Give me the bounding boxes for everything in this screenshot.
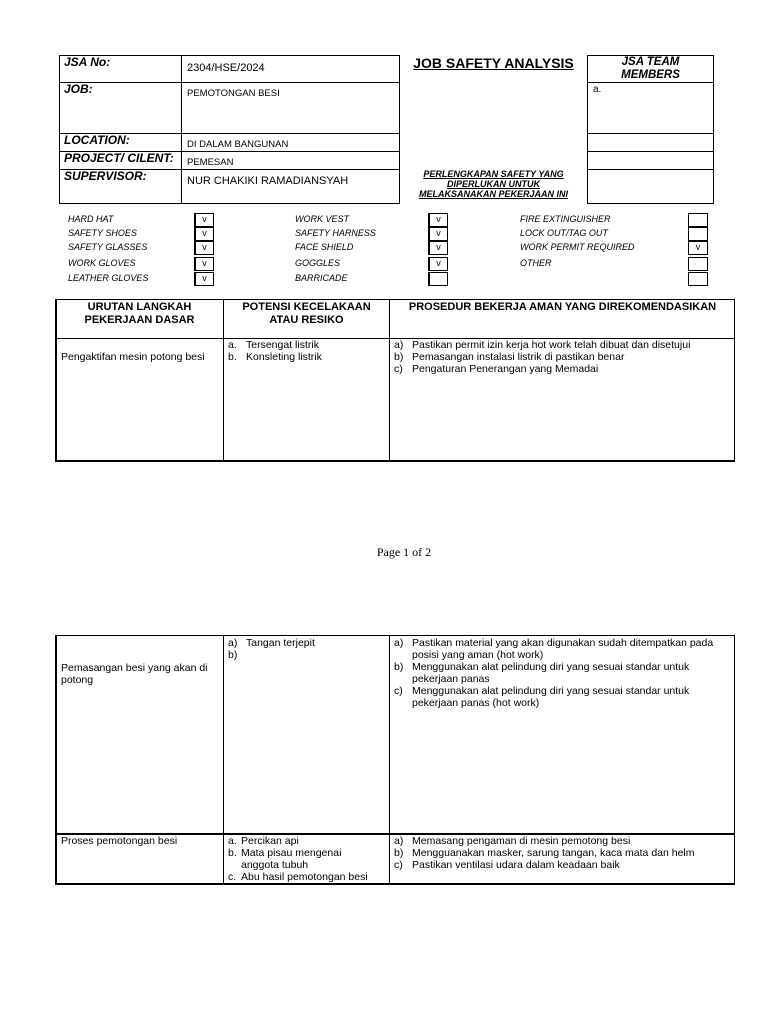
list-item: b) Menggunakan alat pelindung diri yang sesuai standar untuk pekerjaan panas: [394, 661, 690, 685]
list-item: b. Mata pisau mengenai anggota tubuh: [228, 847, 342, 871]
column-header-steps: URUTAN LANGKAH PEKERJAAN DASAR: [84, 301, 195, 326]
ppe-checkbox[interactable]: v: [194, 272, 214, 286]
team-divider: [587, 169, 714, 170]
ppe-checkbox[interactable]: v: [428, 213, 448, 227]
ppe-label: LOCK OUT/TAG OUT: [520, 228, 608, 238]
header-divider: [59, 82, 400, 83]
list-item: a. Percikan api: [228, 835, 299, 847]
team-member-1: a.: [593, 84, 602, 95]
ppe-checkbox[interactable]: v: [688, 241, 708, 255]
ppe-label: OTHER: [520, 258, 552, 268]
table-column-divider: [223, 635, 224, 885]
job-value: PEMOTONGAN BESI: [187, 88, 280, 99]
page-number: Page 1 of 2: [376, 545, 432, 559]
list-item: b. Konsleting listrik: [228, 351, 322, 363]
list-item: a) Memasang pengaman di mesin pemotong besi: [394, 835, 631, 847]
jsa-no-value: 2304/HSE/2024: [187, 62, 265, 74]
supervisor-label: SUPERVISOR:: [64, 169, 147, 183]
header-divider: [181, 55, 182, 204]
ppe-checkbox[interactable]: v: [428, 257, 448, 271]
table-column-divider: [389, 299, 390, 462]
project-label: PROJECT/ CILENT:: [64, 151, 174, 165]
ppe-label: SAFETY GLASSES: [68, 242, 148, 252]
ppe-checkbox[interactable]: [688, 213, 708, 227]
list-item: c) Pengaturan Penerangan yang Memadai: [394, 363, 599, 375]
list-item: a) Pastikan material yang akan digunakan sudah ditempatkan pada posisi yang aman (hot work): [394, 637, 714, 661]
ppe-label: FIRE EXTINGUISHER: [520, 214, 611, 224]
step-cell: Proses pemotongan besi: [61, 835, 178, 847]
ppe-checkbox[interactable]: [688, 272, 708, 286]
ppe-label: BARRICADE: [295, 273, 348, 283]
ppe-label: GOGGLES: [295, 258, 341, 268]
supervisor-value: NUR CHAKIKI RAMADIANSYAH: [187, 175, 349, 187]
ppe-checkbox[interactable]: v: [428, 227, 448, 241]
ppe-checkbox[interactable]: [688, 257, 708, 271]
ppe-checkbox[interactable]: v: [194, 257, 214, 271]
table-column-divider: [389, 635, 390, 885]
list-item: a) Pastikan permit izin kerja hot work telah dibuat dan disetujui: [394, 339, 691, 351]
ppe-label: SAFETY SHOES: [68, 228, 137, 238]
ppe-label: WORK GLOVES: [68, 258, 136, 268]
job-label: JOB:: [64, 82, 93, 96]
document-title: JOB SAFETY ANALYSIS: [413, 55, 574, 71]
location-value: DI DALAM BANGUNAN: [187, 139, 289, 150]
column-header-risks: POTENSI KECELAKAAN ATAU RESIKO: [242, 301, 371, 326]
list-item: b) Pemasangan instalasi listrik di pastikan benar: [394, 351, 625, 363]
ppe-checkbox[interactable]: [428, 272, 448, 286]
project-value: PEMESAN: [187, 157, 234, 168]
risk-list: [228, 339, 386, 363]
procedure-list: [394, 637, 728, 709]
location-label: LOCATION:: [64, 133, 130, 147]
risk-list: [228, 835, 378, 883]
procedure-list: [394, 835, 732, 871]
ppe-label: SAFETY HARNESS: [295, 228, 376, 238]
ppe-checkbox[interactable]: v: [194, 213, 214, 227]
ppe-required-note: PERLENGKAPAN SAFETY YANG DIPERLUKAN UNTUK MELAKSANAKAN PEKERJAAN INI: [418, 169, 568, 199]
jsa-no-label: JSA No:: [64, 55, 111, 69]
list-item: c) Menggunakan alat pelindung diri yang sesuai standar untuk pekerjaan panas (hot work): [394, 685, 690, 709]
ppe-checkbox[interactable]: v: [194, 227, 214, 241]
risk-list: a) Tangan terjepit b): [228, 637, 386, 649]
ppe-checkbox[interactable]: [688, 227, 708, 241]
list-item: c) Pastikan ventilasi udara dalam keadaan baik: [394, 859, 620, 871]
column-header-procedures: PROSEDUR BEKERJA AMAN YANG DIREKOMENDASIKAN: [408, 301, 717, 313]
list-item: a. Tersengat listrik: [228, 339, 319, 351]
list-item: a) Tangan terjepit: [228, 637, 315, 649]
procedure-list: [394, 339, 732, 375]
ppe-label: WORK PERMIT REQUIRED: [520, 242, 635, 252]
ppe-label: HARD HAT: [68, 214, 114, 224]
step-cell: Pengaktifan mesin potong besi: [61, 351, 205, 363]
ppe-checkbox[interactable]: v: [194, 241, 214, 255]
step-cell: Pemasangan besi yang akan di potong: [61, 662, 208, 686]
team-members-title: JSA TEAM MEMBERS: [621, 56, 680, 81]
list-item: c. Abu hasil pemotongan besi: [228, 871, 368, 883]
ppe-label: WORK VEST: [295, 214, 350, 224]
list-item: b) Mengguanakan masker, sarung tangan, kaca mata dan helm: [394, 847, 695, 859]
team-divider: [587, 151, 714, 152]
ppe-label: FACE SHIELD: [295, 242, 354, 252]
team-divider: [587, 82, 714, 83]
ppe-checkbox[interactable]: v: [428, 241, 448, 255]
ppe-label: LEATHER GLOVES: [68, 273, 149, 283]
team-divider: [587, 133, 714, 134]
